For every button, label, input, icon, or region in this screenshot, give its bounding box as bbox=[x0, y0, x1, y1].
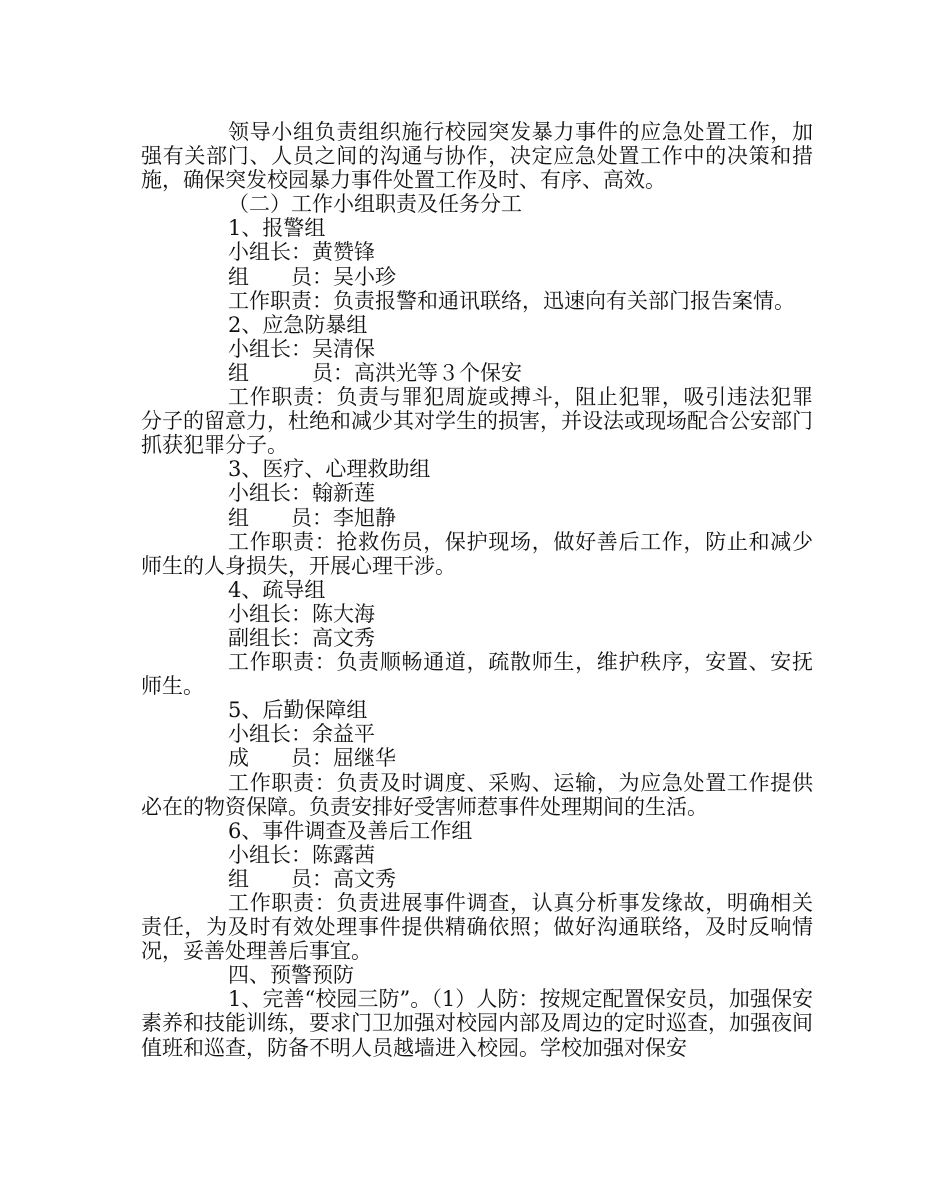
group-members: 组 员：李旭静 bbox=[228, 505, 396, 530]
group-heading: 4、疏导组 bbox=[228, 577, 326, 602]
group-heading: 3、医疗、心理救助组 bbox=[228, 457, 431, 482]
group-leader: 小组长：陈大海 bbox=[228, 601, 375, 626]
group-heading: 2、应急防暴组 bbox=[228, 312, 368, 337]
paragraph: 领导小组负责组织施行校园突发暴力事件的应急处置工作，加强有关部门、人员之间的沟通与协作，决定应急处置工作中的决策和措施，确保突发校园暴力事件处置工作及时、有序、高效。 bbox=[141, 120, 813, 193]
paragraph: 1、完善“校园三防”。（1）人防：按规定配置保安员，加强保安素养和技能训练，要求门卫加强对校园内部及周边的定时巡查，加强夜间值班和巡查，防备不明人员越墙进入校园。学校加强对保安 bbox=[141, 987, 813, 1060]
group-members: 组 员：高洪光等３个保安 bbox=[228, 360, 522, 385]
group-duty: 工作职责：负责顺畅通道，疏散师生，维护秩序，安置、安抚师生。 bbox=[141, 650, 813, 699]
group-members: 成 员：屈继华 bbox=[228, 746, 396, 771]
section-heading: （二）工作小组职责及任务分工 bbox=[228, 192, 522, 217]
group-leader: 小组长：余益平 bbox=[228, 722, 375, 747]
group-duty: 工作职责：负责及时调度、采购、运输，为应急处置工作提供必在的物资保障。负责安排好受害师惹事件处理期间的生活。 bbox=[141, 770, 813, 819]
group-leader: 小组长：黄赞锋 bbox=[228, 240, 375, 265]
group-heading: 6、事件调查及善后工作组 bbox=[228, 818, 473, 843]
document-body bbox=[141, 120, 813, 1060]
group-heading: 5、后勤保障组 bbox=[228, 698, 368, 723]
group-duty: 工作职责：抢救伤员，保护现场，做好善后工作，防止和减少师生的人身损失，开展心理干涉。 bbox=[141, 529, 813, 578]
group-duty: 工作职责：负责进展事件调查，认真分析事发缘故，明确相关责任，为及时有效处理事件提供精确依照；做好沟通联络，及时反响情况，妥善处理善后事宜。 bbox=[141, 891, 813, 964]
section-heading: 四、预警预防 bbox=[228, 963, 354, 988]
group-leader: 小组长：吴清保 bbox=[228, 336, 375, 361]
group-members: 组 员：吴小珍 bbox=[228, 264, 396, 289]
group-heading: 1、报警组 bbox=[228, 216, 326, 241]
group-members: 组 员：高文秀 bbox=[228, 866, 396, 891]
group-leader: 小组长：翰新莲 bbox=[228, 481, 375, 506]
group-duty: 工作职责：负责报警和通讯联络，迅速向有关部门报告案情。 bbox=[228, 288, 795, 313]
group-duty: 工作职责：负责与罪犯周旋或搏斗，阻止犯罪，吸引违法犯罪分子的留意力，杜绝和减少其对学生的损害，并设法或现场配合公安部门抓获犯罪分子。 bbox=[141, 385, 813, 458]
group-deputy-leader: 副组长：高文秀 bbox=[228, 625, 375, 650]
group-leader: 小组长：陈露茜 bbox=[228, 842, 375, 867]
